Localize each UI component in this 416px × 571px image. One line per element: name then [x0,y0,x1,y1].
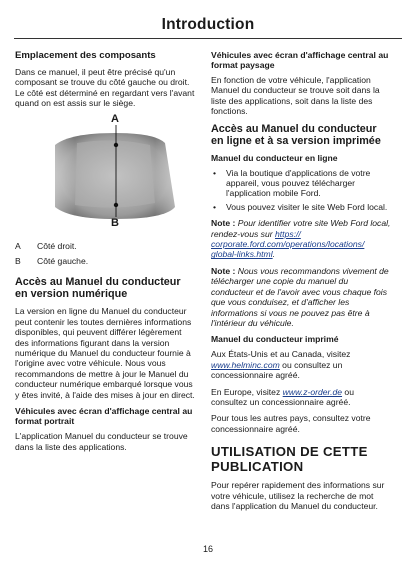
section-heading-digital-manual: Accès au Manuel du conducteur en version numérique [15,276,181,301]
list-item: • Vous pouvez visiter le site Web Ford local. [213,201,388,212]
legend-key: B [15,256,21,267]
section-heading-online: Manuel du conducteur en ligne [211,152,338,163]
page-number: 16 [202,544,213,554]
paragraph-digital-manual: La version en ligne du Manuel du conducteur peut contenir les toutes dernières informations disponibles, qui peuvent différer légèrement des informations figurant dans la version numérique du Manuel du conducteur fournie à l'origine avec votre véhicule. Nous vous recommandons de mettre à jour le Manuel du conducteur numérique embarqué lorsque vous y êtes invité, à l'aide des mises à jour en direct. [15,306,195,400]
paragraph-landscape: En fonction de votre véhicule, l'application Manuel du conducteur se trouve soit dans la liste des applications, soit dans la liste des fonctions. [211,75,380,117]
vehicle-illustration [15,112,195,235]
legend-text: Côté gauche. [37,256,89,267]
note-label: Note : [211,218,236,229]
section-heading-printed: Manuel du conducteur imprimé [211,334,339,345]
callout-label-a: A [111,112,119,125]
bullet-icon: • [213,167,217,178]
bullet-icon: • [213,201,217,212]
paragraph-europe: En Europe, visitez www.z-order.de ou consultez un concessionnaire agréé. [211,386,354,407]
right-column [211,50,391,517]
title-divider [14,38,402,39]
section-heading-using-publication: UTILISATION DE CETTE PUBLICATION [211,444,368,475]
ford-global-links-link[interactable]: https:// corporate.ford.com/operations/locations/ global-links.html [211,228,365,260]
note-local-website: Note : Pour identifier votre site Web Ford local, rendez-vous sur https:// corporate.ford.com/operations/locations/ global-links.html. [211,218,391,260]
note-download-copy: Note : Nous vous recommandons vivement de télécharger une copie du manuel du conducteur et de l'avoir avec vous chaque fois que vous conduisez, et d'afficher les informations si vous ne pouvez pas être à l'intérieur du véhicule. [211,265,389,328]
z-order-link[interactable]: www.z-order.de [282,386,343,397]
legend-text: Côté droit. [37,240,77,251]
callout-label-b: B [111,216,119,229]
section-heading-online-print: Accès au Manuel du conducteur en ligne et à sa version imprimée [211,122,381,147]
paragraph-us-canada: Aux États-Unis et au Canada, visitez www.helminc.com ou consultez un concessionnaire agréé. [211,349,351,381]
legend-row-b [15,256,195,266]
vehicle-top-view-diagram [15,112,195,235]
section-heading-landscape: Véhicules avec écran d'affichage central au format paysage [211,50,389,70]
note-label: Note : [211,265,236,276]
paragraph-using-publication: Pour repérer rapidement des informations sur votre véhicule, utilisez la recherche de mot dans l'application du Manuel du conducteur. [211,480,385,511]
legend-row-a [15,241,195,251]
legend-key: A [15,240,21,251]
left-column [15,50,195,458]
paragraph-components: Dans ce manuel, il peut être précisé qu'un composant se trouve du côté gauche ou droit. Le côté est déterminé en regardant vers l'avant quand on est assis sur le siège. [15,67,195,109]
section-heading-components: Emplacement des composants [15,50,156,61]
list-item: • Via la boutique d'applications de votre appareil, vous pouvez télécharger l'application mobile Ford. [213,167,371,199]
paragraph-other-countries: Pour tous les autres pays, consultez votre concessionnaire agréé. [211,413,371,434]
section-heading-portrait: Véhicules avec écran d'affichage central au format portrait [15,406,193,427]
page-title: Introduction [161,16,255,33]
helminc-link[interactable]: www.helminc.com [211,359,280,370]
online-options-list [211,168,391,213]
paragraph-portrait: L'application Manuel du conducteur se trouve dans la liste des applications. [15,431,188,452]
